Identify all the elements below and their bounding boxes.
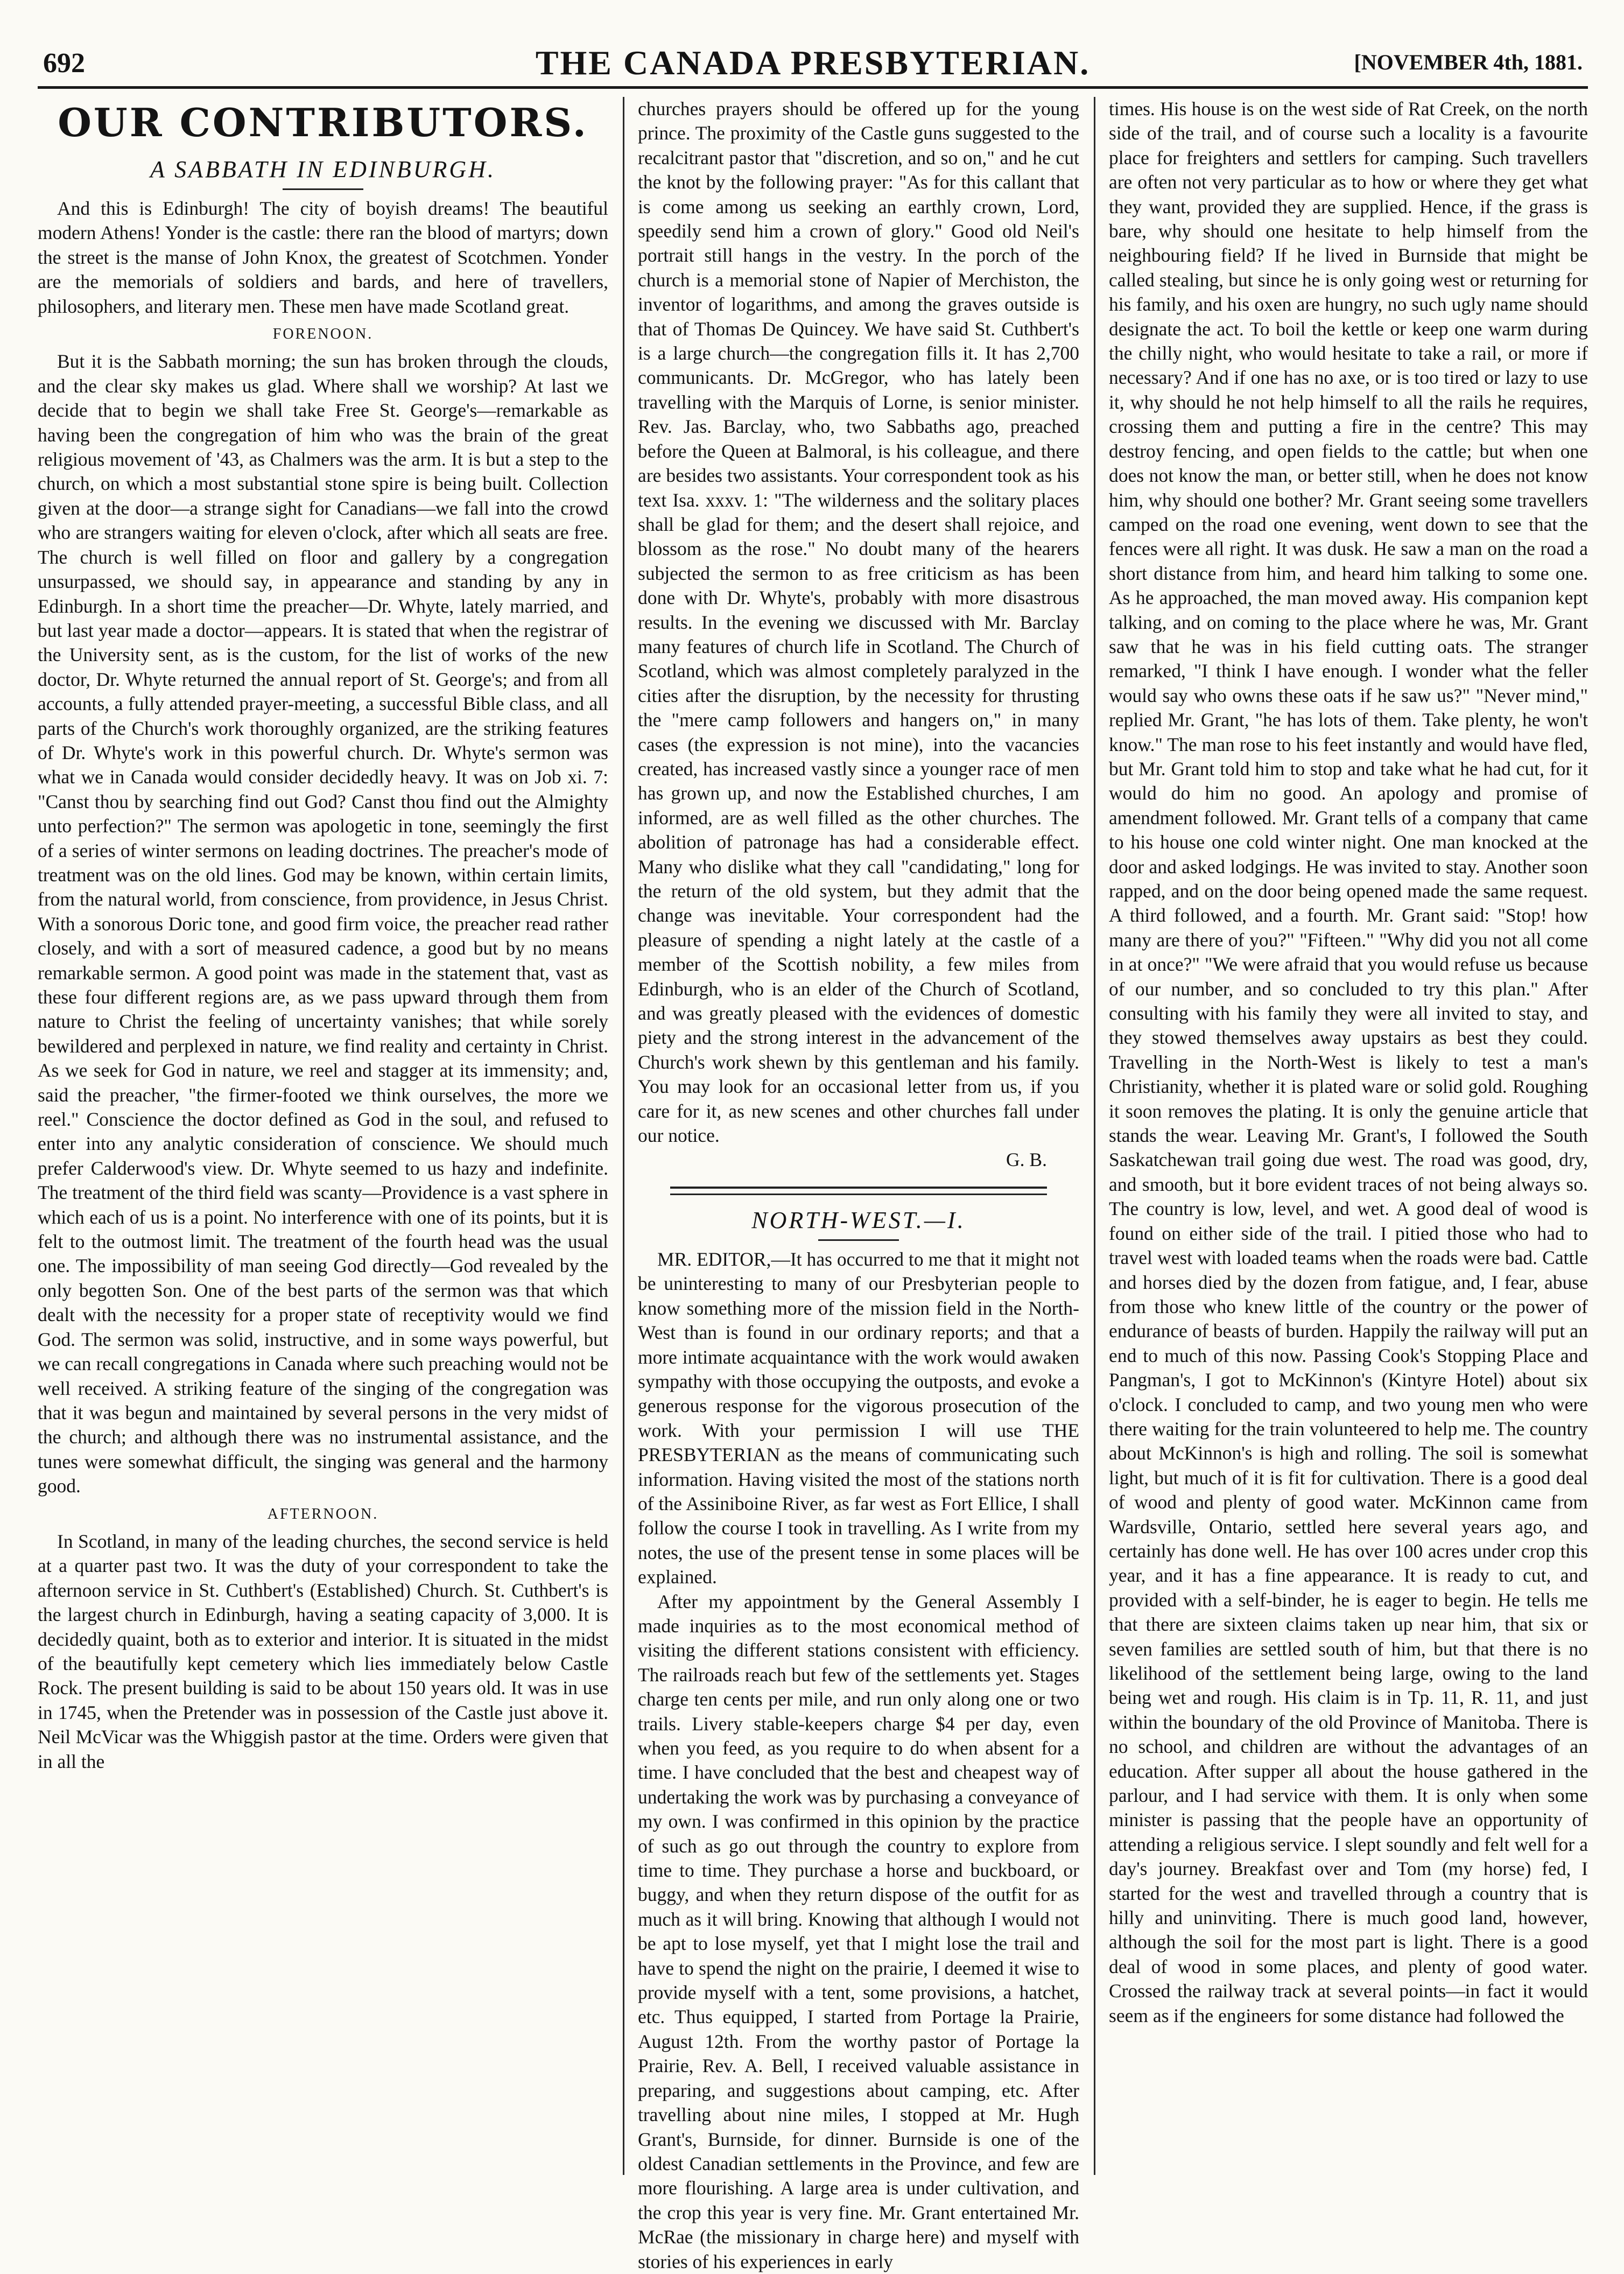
- article-title: A SABBATH IN EDINBURGH.: [150, 156, 496, 183]
- article-paragraph: After my appointment by the General Assembly I made inquiries as to the most economical method of visiting the different stations consistent with efficiency. The railroads reach but few of the settlements yet. Stages charge ten cents per mile, and run only along one or two trails. Livery stable-keepers charge $4 per day, even when you feed, as you require to do when absent for a time. I have concluded that the best and cheapest way of undertaking the work was by purchasing a conveyance of my own. I was confirmed in this opinion by the practice of such as go out through the country to explore from time to time. They purchase a horse and buckboard, or buggy, and when they return dispose of the outfit for as much as it will bring. Knowing that although I would not be apt to lose myself, yet that I might lose the trail and have to spend the night on the prairie, I deemed it wise to provide myself with a tent, some provisions, a hatchet, etc. Thus equipped, I started from Portage la Prairie, August 12th. From the worthy pastor of Portage la Prairie, Rev. A. Bell, I received valuable assistance in preparing, and suggestions about camping, etc. After travelling about nine miles, I stopped at Mr. Hugh Grant's, Burnside, for dinner. Burnside is one of the oldest Canadian settlements in the Province, and few are more flourishing. A large area is under cultivation, and the crop this year is very fine. Mr. Grant entertained Mr. McRae (the missionary in charge here) and myself with stories of his experiences in early: [638, 1590, 1079, 2272]
- subheading-afternoon: AFTERNOON.: [267, 1505, 379, 1522]
- column-3: [1109, 97, 1588, 2175]
- issue-date: [NOVEMBER 4th, 1881.: [1354, 50, 1583, 74]
- article-divider: [670, 1187, 1047, 1195]
- newspaper-page: [38, 22, 1588, 2272]
- article-paragraph: But it is the Sabbath morning; the sun has broken through the clouds, and the clear sky makes us glad. Where shall we worship? At last we decide that to begin we shall take Free St. George's—remarkable as having been the congregation of him who was the brain of the great religious movement of '43, as Chalmers was the arm. It is but a step to the church, on which a most substantial stone spire is being built. Collection given at the door—a strange sight for Canadians—we fall into the crowd who are strangers waiting for eleven o'clock, after which all seats are free. The church is well filled on floor and gallery by a congregation unsurpassed, we should say, in appearance and standing by any in Edinburgh. In a short time the preacher—Dr. Whyte, lately married, and but last year made a doctor—appears. It is stated that when the registrar of the University sent, as is the custom, for the list of works of the new doctor, Dr. Whyte returned the annual report of St. George's; and from all accounts, a fully attended prayer-meeting, a successful Bible class, and all parts of the Church's work thoroughly organized, are the striking features of Dr. Whyte's work in this powerful church. Dr. Whyte's sermon was what we in Canada would consider decidedly heavy. It was on Job xi. 7: "Canst thou by searching find out God? Canst thou find out the Almighty unto perfection?" The sermon was apologetic in tone, seemingly the first of a series of winter sermons on leading doctrines. The preacher's mode of treatment was on the old lines. God may be known, within certain limits, from the natural world, from conscience, from providence, in Jesus Christ. With a sonorous Doric tone, and good firm voice, the preacher read rather closely, and with a sort of measured cadence, a good but by no means remarkable sermon. A good point was made in the statement that, vast as these four different regions are, as we pass upward through them from nature to Christ the feeling of uncertainty vanishes; that while sorely bewildered and perplexed in nature, we find reality and certainty in Christ. As we seek for God in nature, we reel and stagger at its immensity; and, said the preacher, "the firmer-footed we think ourselves, the more we reel." Conscience the doctor defined as God in the soul, and refused to enter into any analytic consideration of conscience. We should much prefer Calderwood's view. Dr. Whyte seemed to us hazy and indefinite. The treatment of the third field was scanty—Providence is a vast sphere in which each of us is a point. No interference with one of its points, but it is felt to the outmost limit. The treatment of the fourth head was the usual one. The impossibility of man seeing God directly—God revealed by the only begotten Son. One of the best parts of the sermon was that which dealt with the necessity for a proper state of receptivity would we find God. The sermon was solid, instructive, and in some ways powerful, but we can recall congregations in Canada where such preaching would not be well received. A striking feature of the singing of the congregation was that it was begun and maintained by several persons in the very midst of the church; and although there was no instrumental assistance, and the tunes were somewhat difficult, the singing was general and the harmony good.: [38, 350, 608, 1497]
- subheading-forenoon: FORENOON.: [272, 326, 374, 343]
- article-paragraph: times. His house is on the west side of Rat Creek, on the north side of the trail, and of course such a locality is a favourite place for freighters and settlers for camping. Such travellers are often not very particular as to how or where they get what they want, provided they are supplied. Hence, if the grass is bare, why should one hesitate to help himself from the neighbouring field? If he lived in Burnside that might be called stealing, but since he is only going west or returning for his family, and his oxen are hungry, no such ugly name should designate the act. To boil the kettle or keep one warm during the chilly night, who would hesitate to take a rail, or more if necessary? And if one has no axe, or is too tired or lazy to use it, why should he not help himself to all the rails he requires, crossing them and putting a fire in the centre? This may destroy fencing, and open fields to the cattle; but when one does not know the man, or better still, when he does not know him, why should one bother? Mr. Grant seeing some travellers camped on the road one evening, went down to see that the fences were all right. It was dusk. He saw a man on the road a short distance from him, and heard him talking to some one. As he approached, the man moved away. His companion kept talking, and on coming to the place where he was, Mr. Grant saw that he was in his field cutting oats. The stranger remarked, "I think I have enough. I wonder what the feller would say who owns these oats if he saw us?" "Never mind," replied Mr. Grant, "he has lots of them. Take plenty, he won't know." The man rose to his feet instantly and would have fled, but Mr. Grant told him to stop and take what he had cut, for it would do him no good. An apology and promise of amendment followed. Mr. Grant tells of a company that came to his house one cold winter night. One man knocked at the door and asked lodgings. He was invited to stay. Another soon rapped, and on the door being opened made the same request. A third followed, and a fourth. Mr. Grant said: "Stop! how many are there of you?" "Fifteen." "Why did you not all come in at once?" "We were afraid that you would refuse us because of our number, and so concluded to try this plan." After consulting with his family they were all invited to stay, and they stowed themselves away upstairs as best they could. Travelling in the North-West is likely to test a man's Christianity, whether it is plated ware or solid gold. Roughing it soon removes the plating. It is only the genuine article that stands the wear. Leaving Mr. Grant's, I followed the South Saskatchewan trail going due west. The road was good, dry, and smooth, but it bore evident traces of not being always so. The country is low, level, and wet. A good deal of wood is found on either side of the trail. I pitied those who had to travel west with loaded teams when the roads were bad. Cattle and horses died by the dozen from fatigue, and, I fear, abuse from those who knew little of the country or the power of endurance of beasts of burden. Happily the railway will put an end to much of this now. Passing Cook's Stopping Place and Pangman's, I got to McKinnon's (Kintyre Hotel) about six o'clock. I concluded to camp, and two young men who were there waiting for the train volunteered to help me. The country about McKinnon's is high and rolling. The soil is somewhat light, but much of it is fit for cultivation. There is a good deal of wood and plenty of good water. McKinnon came from Wardsville, Ontario, settled here several years ago, and certainly has done well. He has over 100 acres under crop this year, and it has a fine appearance. It is ready to cut, and provided with a self-binder, he is eager to begin. He tells me that there are sixteen claims taken up near him, that six or seven families are settled south of him, but that there is no likelihood of the settlement being large, owing to the land being wet and rough. His claim is in Tp. 11, R. 11, and just within the boundary of the old Province of Manitoba. There is no school, and children are without the advantages of an education. After supper all about the house gathered in the parlour, and I had service with them. It is only when some minister is passing that the people have an opportunity of attending a religious service. I slept soundly and felt well for a day's journey. Breakfast over and Tom (my horse) fed, I started for the west and travelled through a country that is hilly and uninviting. There is much good land, however, although the soil for the most part is light. There is a good deal of wood in some places, and plenty of good water. Crossed the railway track at several points—in fact it would seem as if the engineers for some distance had followed the: [1109, 98, 1588, 2026]
- article-paragraph: churches prayers should be offered up for the young prince. The proximity of the Castle guns suggested to the recalcitrant pastor that "discretion, and so on," and he cut the knot by the following prayer: "As for this callant that is come among us seeking an earthly crown, Lord, speedily send him a crown of glory." Good old Neil's portrait still hangs in the vestry. In the porch of the church is a memorial stone of Napier of Merchiston, the inventor of logarithms, and among the graves outside is that of Thomas De Quincey. We have said St. Cuthbert's is a large church—the congregation fills it. It has 2,700 communicants. Dr. McGregor, who has lately been travelling with the Marquis of Lorne, is senior minister. Rev. Jas. Barclay, who, two Sabbaths ago, preached before the Queen at Balmoral, is his colleague, and there are besides two assistants. Your correspondent took as his text Isa. xxxv. 1: "The wilderness and the solitary places shall be glad for them; and the desert shall rejoice, and blossom as the rose." No doubt many of the hearers subjected the sermon to as free criticism as has been done with Dr. Whyte's, probably with more disastrous results. In the evening we discussed with Mr. Barclay many features of church life in Scotland. The Church of Scotland, which was almost completely paralyzed in the cities after the disruption, by the necessity for thrusting the "mere camp followers and hangers on," in many cases (the expression is not mine), into the vacancies created, has increased vastly since a younger race of men has grown up, and now the Established churches, I am informed, are as well filled as the other churches. The abolition of patronage has had a considerable effect. Many who dislike what they call "candidating," long for the return of the old system, but they admit that the change was inevitable. Your correspondent had the pleasure of spending a night lately at the castle of a member of the Scottish nobility, a few miles from Edinburgh, who is an elder of the Church of Scotland, and was greatly pleased with the evidences of domestic piety and the strong interest in the advancement of the Church's work shewn by this gentleman and his family. You may look for an occasional letter from us, if you care for it, as new scenes and other churches fall under our notice.: [638, 98, 1079, 1147]
- column-1: [38, 97, 608, 2175]
- title-rule: [818, 1239, 899, 1241]
- title-rule: [283, 188, 363, 190]
- publication-title: THE CANADA PRESBYTERIAN.: [535, 44, 1091, 82]
- column-2: [638, 97, 1079, 2272]
- article-paragraph: And this is Edinburgh! The city of boyish dreams! The beautiful modern Athens! Yonder is the castle: there ran the blood of martyrs; down the street is the manse of John Knox, the greatest of Scotchmen. Yonder are the memorials of soldiers and bards, and here of travellers, philosophers, and literary men. These men have made Scotland great.: [38, 198, 608, 317]
- article-paragraph: MR. EDITOR,—It has occurred to me that it might not be uninteresting to many of our Presbyterian people to know something more of the mission field in the North-West than is found in our ordinary reports; and that a more intimate acquaintance with the work would awaken sympathy with those occupying the outposts, and evoke a generous response for the vigorous prosecution of the work. With your permission I will use THE PRESBYTERIAN as the means of communicating such information. Having visited the most of the stations north of the Assiniboine River, as far west as Fort Ellice, I shall follow the course I took in travelling. As I write from my notes, the use of the present tense in some places will be explained.: [638, 1248, 1079, 1588]
- article-signature: G. B.: [1006, 1149, 1047, 1171]
- column-rule: [623, 97, 624, 2175]
- article-title: NORTH-WEST.—I.: [751, 1206, 966, 1233]
- column-rule: [1094, 97, 1095, 2175]
- running-head: [38, 38, 1588, 89]
- article-paragraph: In Scotland, in many of the leading churches, the second service is held at a quarter past two. It was the duty of your correspondent to take the afternoon service in St. Cuthbert's (Established) Church. St. Cuthbert's is the largest church in Edinburgh, having a seating capacity of 3,000. It is decidedly quaint, both as to exterior and interior. It is situated in the midst of the beautifully kept cemetery which lies immediately below Castle Rock. The present building is said to be about 150 years old. It was in use in 1745, when the Pretender was in possession of the Castle just above it. Neil McVicar was the Whiggish pastor at the time. Orders were given that in all the: [38, 1530, 608, 1772]
- section-heading: OUR CONTRIBUTORS.: [58, 100, 588, 145]
- page-number: 692: [43, 48, 85, 79]
